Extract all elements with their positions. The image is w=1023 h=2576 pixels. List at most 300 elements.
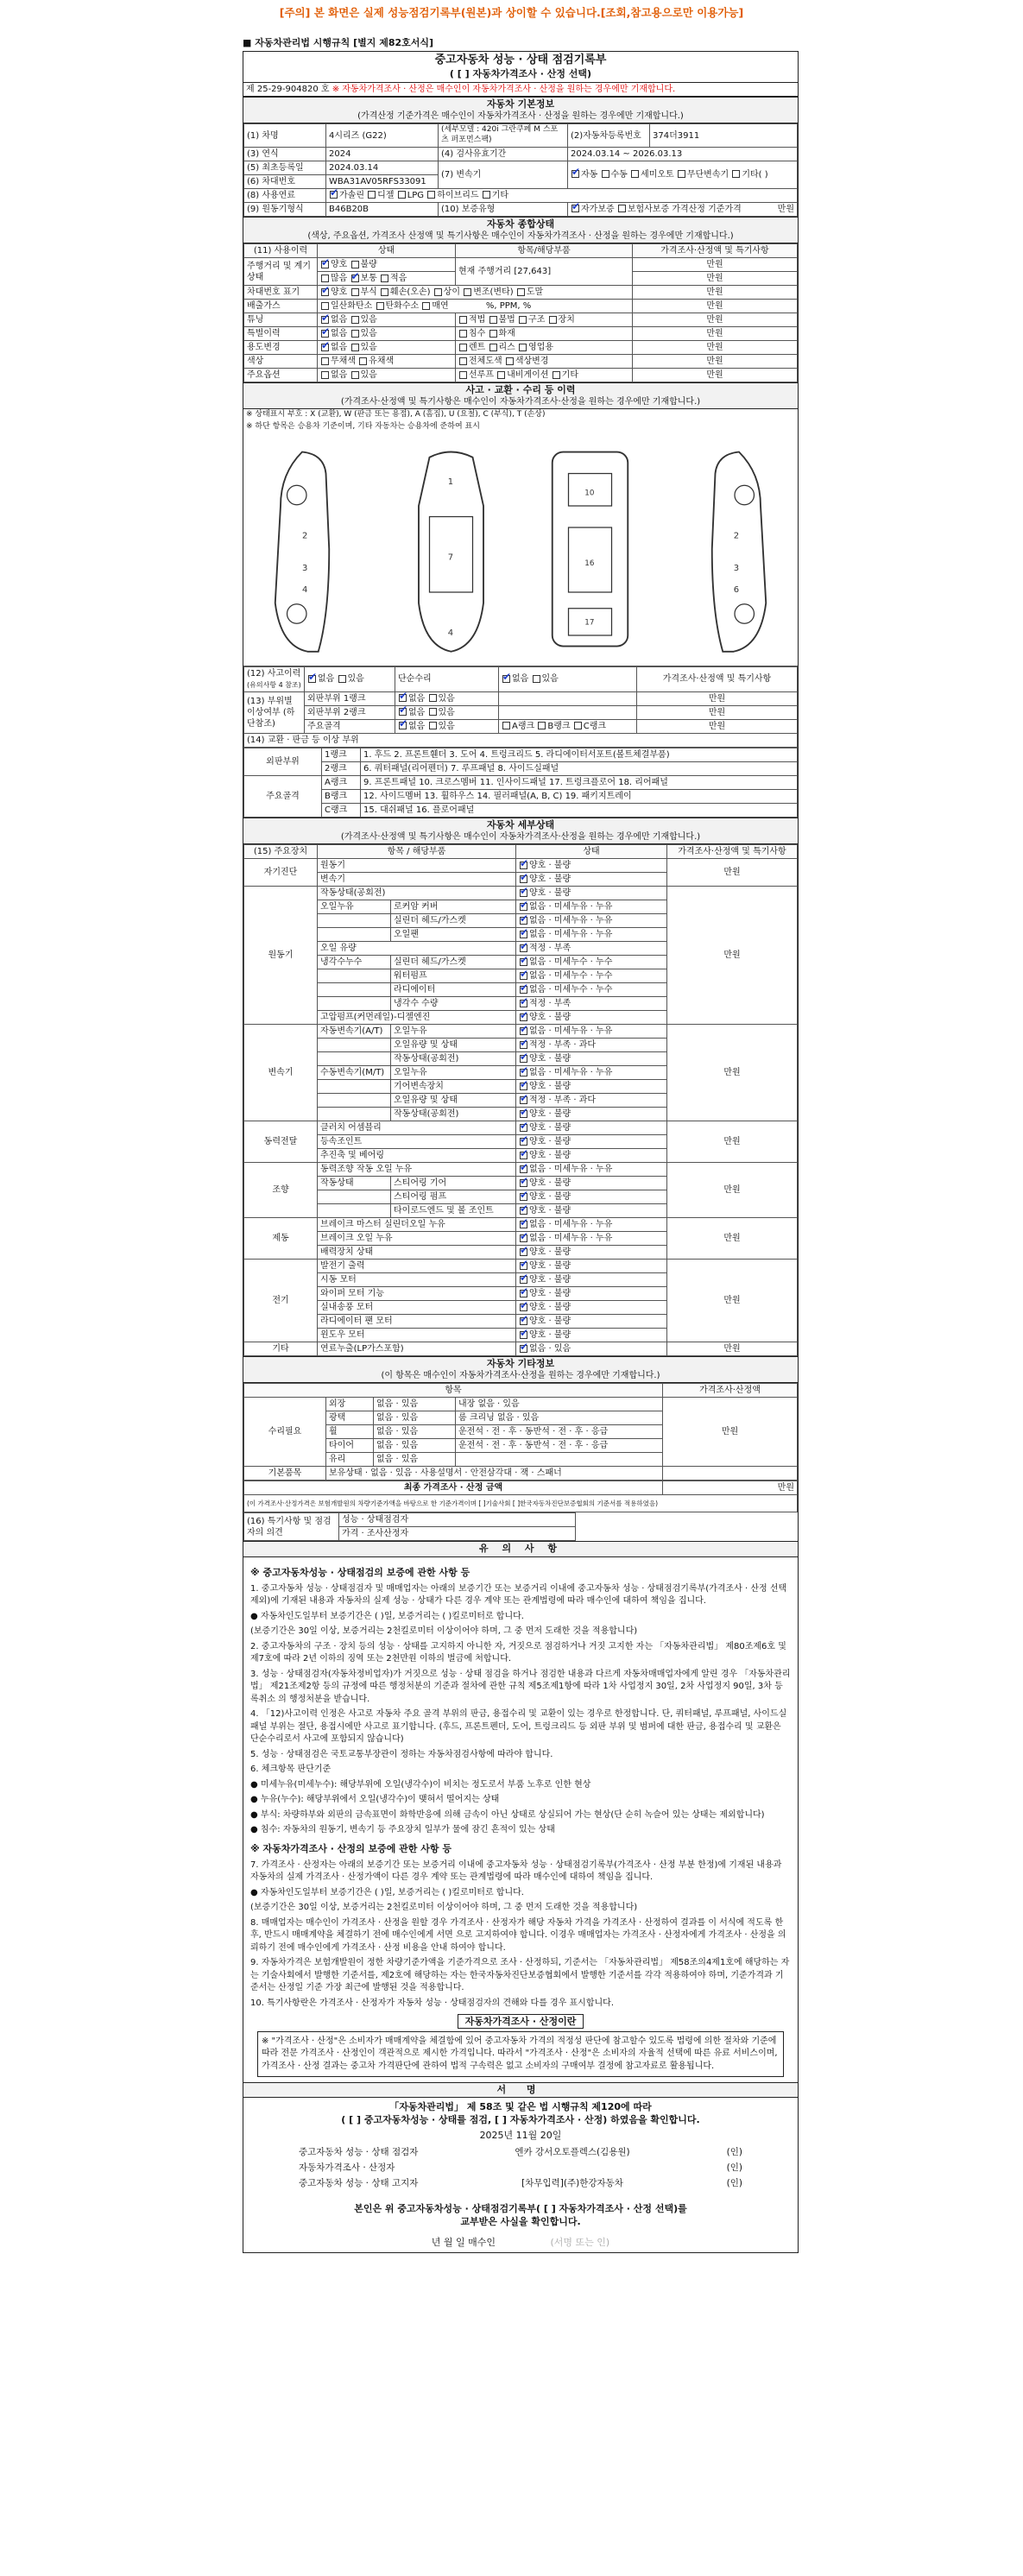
detail-row — [244, 1163, 798, 1177]
opt: 있음 — [347, 674, 364, 685]
rank-items: 1. 후드 2. 프론트휀더 3. 도어 4. 트렁크리드 5. 라디에이터서포트(볼트체결부품) — [361, 748, 798, 761]
caution-p: ● 부식: 차량하부와 외판의 금속표면이 화학반응에 의해 금속이 아닌 상태로 상실되어 가는 현상(단 순히 녹슬어 있는 상태는 제외합니다) — [250, 1809, 765, 1820]
opt: 전체도색 — [469, 357, 502, 367]
tuning-opts2 — [456, 313, 633, 327]
other-val: 없음 · 있음 — [374, 1398, 456, 1411]
caution-p: ● 미세누유(미세누수): 해당부위에 오일(냉각수)이 비치는 정도로서 부품 노후로 인한 현상 — [250, 1779, 591, 1790]
detail-header — [243, 818, 798, 844]
svg-text:3: 3 — [734, 564, 740, 574]
opt: 없음 — [408, 721, 426, 731]
detail-status — [516, 1204, 667, 1218]
checkbox-checked — [520, 1096, 527, 1104]
opt: 있음 — [360, 329, 377, 339]
detail-item — [318, 969, 391, 983]
won-unit: 만원 — [637, 691, 798, 705]
trans-opt: 기타( ) — [742, 169, 768, 180]
detail-item — [318, 1052, 391, 1066]
detail-group: 변속기 — [244, 1025, 318, 1121]
inspection-form — [243, 37, 799, 2253]
model-value: 4시리즈 (G22) — [326, 124, 439, 147]
checkbox-checked — [520, 1152, 527, 1159]
won-unit: 만원 — [667, 1025, 798, 1121]
other-item: 유리 — [326, 1453, 374, 1467]
checkbox-checked — [520, 1317, 527, 1325]
svg-text:4: 4 — [301, 585, 308, 596]
opt: 변조(변타) — [473, 287, 514, 298]
cert-warning: ※ 자동차가격조사 · 산정은 매수인이 자동차가격조사 · 산정을 원하는 경우에만 기재합니다. — [332, 85, 676, 95]
detail-model: (세부모델 : 420i 그란쿠페 M 스포츠 퍼포먼스팩) — [439, 124, 568, 147]
detail-item: 윈도우 모터 — [318, 1329, 516, 1342]
opt: 리스 — [498, 343, 515, 353]
detail-item: 수동변속기(M/T) — [318, 1066, 391, 1080]
detail-status — [516, 928, 667, 942]
emission-label: 배출가스 — [244, 300, 318, 313]
detail-item: 시동 모터 — [318, 1273, 516, 1287]
opt: 없음 — [408, 707, 426, 717]
checkbox — [368, 191, 376, 199]
accident-sub: (가격조사·산정액 및 특기사항은 매수인이 자동차가격조사·산정을 원하는 경우에만 기재합니다.) — [340, 397, 701, 407]
checkbox-checked — [520, 1345, 527, 1353]
caution-p: 1. 중고자동차 성능 · 상태점검자 및 매매업자는 아래의 보증기간 또는 보증거리 이내에 중고자동차 성능 · 상태점검기록부(가격조사 · 산정 선택 제외)에 기재된 내용과 자동차의 실제 성능 · 상태가 다른 경우 계약 또는 관계법령에 따라 매수인에 대하여 책임을 집니다. — [250, 1583, 787, 1607]
detail-status — [516, 1287, 667, 1301]
detail-part: 로커암 커버 — [391, 900, 516, 914]
checkbox-checked — [308, 675, 316, 683]
parts-table — [243, 748, 798, 818]
svg-text:7: 7 — [448, 552, 454, 563]
checkbox-checked — [520, 1083, 527, 1090]
exch-label: (14) 교환 · 판금 등 이상 부위 — [244, 733, 798, 747]
detail-table — [243, 844, 798, 1356]
detail-status — [516, 969, 667, 983]
status-text: 양호 · 불량 — [529, 861, 571, 871]
detail-status — [516, 1177, 667, 1190]
car-diagram — [243, 433, 798, 666]
status-text: 양호 · 불량 — [529, 1275, 571, 1285]
history-opts2 — [456, 327, 633, 341]
detail-row — [244, 1121, 798, 1135]
empty — [663, 1467, 798, 1481]
fuel-opt: 디젤 — [377, 190, 395, 200]
detail-item: 브레이크 오일 누유 — [318, 1232, 516, 1246]
cert-number-row — [243, 83, 798, 97]
rank-items: 6. 쿼터패널(리어펜더) 7. 루프패널 8. 사이드실패널 — [361, 761, 798, 775]
option-opts — [318, 369, 456, 382]
mileage-status — [318, 258, 456, 272]
special-table — [243, 1512, 576, 1541]
checkbox-checked — [520, 931, 527, 938]
history-label: 특별이력 — [244, 327, 318, 341]
opt: 있음 — [360, 315, 377, 325]
won-unit: 만원 — [663, 1481, 798, 1495]
usage-opts2 — [456, 341, 633, 355]
opt: 양호 — [331, 287, 348, 298]
opt: 없음 — [331, 315, 348, 325]
option-label: 주요옵션 — [244, 369, 318, 382]
trans-label: (7) 변속기 — [439, 161, 568, 188]
checkbox-checked — [520, 1193, 527, 1201]
col-header: 상태 — [318, 244, 456, 258]
checkbox — [429, 722, 437, 729]
won-unit: 만원 — [667, 1260, 798, 1342]
other-sub: (이 항목은 매수인이 자동차가격조사·산정을 원하는 경우에만 기재합니다.) — [381, 1371, 660, 1381]
sig-role: 중고자동차 성능 · 상태 점검자 — [299, 2147, 419, 2158]
outer-row-label: 주요골격 — [305, 719, 395, 733]
checkbox-checked — [571, 205, 579, 212]
checkbox — [459, 371, 467, 379]
detail-status — [516, 1052, 667, 1066]
checkbox — [381, 275, 388, 282]
status-text: 양호 · 불량 — [529, 874, 571, 885]
checkbox — [321, 357, 329, 365]
disclaimer-notice: [주의] 본 화면은 실제 성능점검기록부(원본)과 상이할 수 있습니다.[조회,참고용으로만 이용가능] — [279, 6, 744, 19]
detail-item: 실내송풍 모터 — [318, 1301, 516, 1315]
checkbox-checked — [520, 875, 527, 883]
won-unit: 만원 — [633, 300, 798, 313]
opt: 없음 — [408, 693, 426, 704]
price-basis-label: 가격산정 기준가격 — [672, 204, 742, 214]
law-reference: ■ 자동차관리법 시행규칙 [별지 제82호서식] — [243, 37, 434, 48]
special-label: (16) 특기사항 및 점검자의 의견 — [244, 1513, 339, 1541]
checkbox — [506, 357, 514, 365]
summary-table — [243, 243, 798, 382]
checkbox — [381, 288, 388, 296]
caution-p: 2. 중고자동차의 구조 · 장치 등의 성능 · 상태를 고지하지 아니한 자, 거짓으로 점검하거나 거짓 고지한 자는 「자동차관리법」 제80조제6호 및 제7호에 따라 2년 이하의 징역 또는 2천만원 이하의 벌금에 처합니다. — [250, 1641, 786, 1664]
vin-mark-label: 차대번호 표기 — [244, 286, 318, 300]
detail-status — [516, 900, 667, 914]
vin-value: WBA31AV05RFS33091 — [326, 174, 439, 188]
detail-item — [318, 997, 391, 1011]
sig-seal: (인) — [726, 2162, 742, 2173]
checkbox-checked — [520, 1262, 527, 1270]
col-header: 항목 — [244, 1384, 663, 1398]
detail-part: 작동상태(공회전) — [391, 1108, 516, 1121]
checkbox — [618, 205, 626, 212]
usage-opts — [318, 341, 456, 355]
car-side-right-icon — [674, 441, 782, 657]
opt: 렌트 — [469, 343, 486, 353]
opt: 불법 — [498, 315, 515, 325]
won-unit: 만원 — [667, 1163, 798, 1218]
engine-value: B46B20B — [326, 202, 439, 216]
sig-row — [247, 2161, 794, 2176]
detail-status — [516, 1342, 667, 1356]
checkbox-checked — [520, 1013, 527, 1021]
detail-row — [244, 1260, 798, 1273]
tuning-opts — [318, 313, 456, 327]
warranty-cell — [439, 202, 568, 216]
detail-status — [516, 1315, 667, 1329]
checkbox — [398, 191, 406, 199]
detail-item: 고압펌프(커먼레일)-디젤엔진 — [318, 1011, 516, 1025]
sign-confirm: 본인은 위 중고자동차성능 · 상태점검기록부( [ ] 자동차가격조사 · 산정 선택)를 — [354, 2203, 687, 2215]
opt: 탄화수소 — [385, 301, 420, 312]
detail-status — [516, 1025, 667, 1039]
form-title — [243, 52, 798, 83]
detail-part: 작동상태(공회전) — [391, 1052, 516, 1066]
form-title-text: 중고자동차 성능 · 상태 점검기록부 — [434, 54, 607, 66]
rank-items: 12. 사이드멤버 13. 휠하우스 14. 필러패널(A, B, C) 19. 패키지트레이 — [361, 789, 798, 803]
fuel-opt: 가솔린 — [339, 190, 364, 200]
checkbox — [321, 275, 329, 282]
detail-part: 냉각수 수량 — [391, 997, 516, 1011]
checkbox — [489, 316, 497, 324]
vin-label: (6) 차대번호 — [244, 174, 326, 188]
checkbox-checked — [520, 1248, 527, 1256]
rank-label: 1랭크 — [322, 748, 361, 761]
option-opts2 — [456, 369, 633, 382]
col-header: 가격조사·산정액 및 특기사항 — [667, 845, 798, 859]
status-text: 없음 · 미세누유 · 누유 — [529, 1220, 613, 1230]
detail-item: 자동변속기(A/T) — [318, 1025, 391, 1039]
col-header: (11) 사용이력 — [244, 244, 318, 258]
checkbox-checked — [351, 275, 359, 282]
detail-item: 동력조향 작동 오일 누유 — [318, 1163, 516, 1177]
sign-law: 「자동차관리법」 제 58조 및 같은 법 시행규칙 제120에 따라 — [389, 2101, 652, 2113]
detail-part: 오일유량 및 상태 — [391, 1039, 516, 1052]
status-text: 없음 · 미세누유 · 누유 — [529, 1068, 613, 1078]
checkbox-checked — [502, 675, 510, 683]
buyer-seal: (서명 또는 인) — [550, 2236, 610, 2248]
checkbox — [517, 288, 525, 296]
checkbox — [464, 288, 471, 296]
buyer-date: 년 월 일 매수인 — [431, 2236, 496, 2248]
valid-value: 2024.03.14 ~ 2026.03.13 — [568, 147, 798, 161]
detail-status — [516, 1108, 667, 1121]
caution-p: 3. 성능 · 상태점검자(자동차정비업자)가 거짓으로 성능 · 상태 점검을 하거나 점검한 내용과 다르게 자동차매매업자에게 알린 경우 「자동차관리법」 제21조제2항 등의 규정에 따른 행정처분의 기준과 절차에 관한 규칙 제5조제1항에 따라 1차 사업정지 30일, 2차 사업정지 90일, 3차 등록취소 의 행정처분을 받습니다. — [250, 1669, 791, 1704]
fuel-label: (8) 사용연료 — [244, 188, 326, 202]
checkbox — [351, 344, 359, 351]
opt: 없음 — [318, 674, 335, 685]
checkbox-checked — [520, 1000, 527, 1007]
detail-status — [516, 997, 667, 1011]
opt: A랭크 — [512, 721, 535, 731]
checkbox — [351, 288, 359, 296]
other-item: 휠 — [326, 1425, 374, 1439]
checkbox — [519, 316, 527, 324]
checkbox-checked — [520, 1234, 527, 1242]
checkbox-checked — [520, 972, 527, 980]
col-header: 가격조사·산정액 및 특기사항 — [633, 244, 798, 258]
detail-status — [516, 1329, 667, 1342]
warranty-label: (10) 보증유형 — [441, 204, 496, 214]
detail-item: 등속조인트 — [318, 1135, 516, 1149]
summary-title: 자동차 종합상태 — [486, 218, 555, 230]
checkbox — [553, 371, 560, 379]
col-header: 상태 — [516, 845, 667, 859]
svg-text:6: 6 — [734, 585, 740, 596]
opt: 매연 — [432, 301, 449, 312]
checkbox — [489, 330, 497, 338]
sign-box — [243, 2098, 798, 2252]
accident-title: 사고 · 교환 · 수리 등 이력 — [465, 384, 576, 396]
opt: 부식 — [360, 287, 377, 298]
status-text: 없음 · 있음 — [529, 1344, 571, 1354]
checkbox-checked — [520, 986, 527, 994]
other-val: 없음 · 있음 — [374, 1439, 456, 1453]
rank-items: 9. 프론트패널 10. 크로스멤버 11. 인사이드패널 17. 트렁크플로어 18. 리어패널 — [361, 775, 798, 789]
fuel-opt: 하이브리드 — [437, 190, 479, 200]
checkbox-checked — [520, 903, 527, 911]
accident-legend2: ※ 하단 항목은 승용차 기준이며, 기타 자동차는 승용차에 준하여 표시 — [246, 422, 480, 432]
mileage-label: 주행거리 및 계기상태 — [244, 258, 318, 286]
detail-row — [244, 1218, 798, 1232]
year-label: (3) 연식 — [244, 147, 326, 161]
other-val: 없음 · 있음 — [374, 1425, 456, 1439]
other-extra — [456, 1398, 663, 1411]
detail-item: 발전기 출력 — [318, 1260, 516, 1273]
checkbox — [321, 371, 329, 379]
caution-body — [243, 1557, 798, 2082]
rank-label: B랭크 — [322, 789, 361, 803]
sig-role: 중고자동차 성능 · 상태 고지자 — [299, 2177, 419, 2188]
detail-group: 조향 — [244, 1163, 318, 1218]
fuel-options — [326, 188, 798, 202]
checkbox-checked — [520, 958, 527, 966]
detail-status — [516, 1011, 667, 1025]
simple-label: 단순수리 — [395, 666, 499, 691]
checkbox — [351, 330, 359, 338]
detail-item: 오일누유 — [318, 900, 391, 914]
trans-opt: 세미오토 — [641, 169, 674, 180]
opt: 있음 — [438, 707, 455, 717]
other-header — [243, 1356, 798, 1383]
fuel-opt: LPG — [407, 190, 425, 200]
status-text: 양호 · 불량 — [529, 1082, 571, 1092]
opt: 불량 — [360, 260, 377, 270]
caution-p: ● 침수: 자동차의 원동기, 변속기 등 주요장치 일부가 물에 잠긴 흔적이 있는 상태 — [250, 1825, 555, 1835]
checkbox-checked — [520, 1276, 527, 1284]
checkbox-checked — [520, 1304, 527, 1311]
special-row: 성능 · 상태점검자 — [339, 1513, 576, 1527]
opt: 없음 — [331, 329, 348, 339]
opt: 선루프 — [469, 370, 494, 381]
detail-item — [318, 1108, 391, 1121]
other-extra — [456, 1453, 663, 1467]
cert-number: 제 25-29-904820 호 — [246, 85, 330, 95]
detail-item: 연료누출(LP가스포함) — [318, 1342, 516, 1356]
basic-info-title: 자동차 기본정보 — [486, 98, 555, 110]
detail-status — [516, 1190, 667, 1204]
won-unit: 만원 — [633, 327, 798, 341]
detail-item — [318, 1190, 391, 1204]
trans-opt: 자동 — [581, 169, 598, 180]
checkbox-checked — [520, 1290, 527, 1297]
caution-p: 6. 체크항목 판단기준 — [250, 1765, 332, 1775]
detail-item: 배력장치 상태 — [318, 1246, 516, 1260]
other-val: 없음 · 있음 — [374, 1453, 456, 1467]
detail-status — [516, 1163, 667, 1177]
status-text: 양호 · 불량 — [529, 1247, 571, 1258]
other-item2: 내장 — [458, 1399, 476, 1410]
simple-opts — [499, 666, 637, 691]
rank-opts — [499, 719, 637, 733]
status-text: 없음 · 미세누유 · 누유 — [529, 902, 613, 912]
regno-value: 374더3911 — [650, 124, 798, 147]
tuning-label: 튜닝 — [244, 313, 318, 327]
status-text: 양호 · 불량 — [529, 1303, 571, 1313]
regno-label: (2)자동차등록번호 — [568, 124, 650, 147]
opt: 구조 — [528, 315, 546, 325]
won-unit: 만원 — [633, 355, 798, 369]
checkbox-checked — [520, 1221, 527, 1228]
car-side-left-icon — [259, 441, 367, 657]
checkbox-checked — [321, 261, 329, 268]
rank-items: 15. 대쉬패널 16. 플로어패널 — [361, 803, 798, 817]
rank-label: A랭크 — [322, 775, 361, 789]
detail-part: 워터펌프 — [391, 969, 516, 983]
status-text: 적정 · 부족 — [529, 944, 571, 954]
emission-options — [318, 300, 633, 313]
status-text: 양호 · 불량 — [529, 888, 571, 899]
svg-text:17: 17 — [584, 618, 595, 628]
won-unit: 만원 — [633, 313, 798, 327]
status-text: 없음 · 미세누유 · 누유 — [529, 916, 613, 926]
opt: 상이 — [443, 287, 460, 298]
special-row: 가격 · 조사산정자 — [339, 1527, 576, 1541]
won-unit: 만원 — [633, 369, 798, 382]
detail-row — [244, 1342, 798, 1356]
detail-status — [516, 873, 667, 887]
opt: 있음 — [438, 693, 455, 704]
checkbox — [434, 288, 442, 296]
checkbox-checked — [520, 1179, 527, 1187]
detail-part: 오일누유 — [391, 1066, 516, 1080]
sig-name: 엔카 강서오토플렉스(김용원) — [515, 2147, 630, 2158]
form-subtitle: ( [ ] 자동차가격조사 · 산정 선택) — [449, 67, 592, 79]
checkbox-checked — [321, 330, 329, 338]
status-text: 없음 · 미세누수 · 누수 — [529, 985, 613, 995]
caution-p: 9. 자동차가격은 보험개발원이 정한 차량기준가액을 기준가격으로 조사 · 산정하되, 기준서는 「자동차관리법」 제58조의4제1호에 해당하는 자는 기술사회에서 발행한 기준서를, 제2호에 해당하는 자는 한국자동차진단보증협회에서 발행한 기준서를 각각 적용하여야 하며, 기준가격과 기준서는 산정일 기준 가장 최근에 발행된 것을 적용합니다. — [250, 1958, 790, 1993]
status-text: 양호 · 불량 — [529, 1330, 571, 1341]
checkbox — [459, 316, 467, 324]
final-label: 최종 가격조사 · 산정 금액 — [244, 1481, 663, 1495]
checkbox — [351, 261, 359, 268]
year-value: 2024 — [326, 147, 439, 161]
checkbox-checked — [520, 1331, 527, 1339]
checkbox — [359, 357, 367, 365]
caution-p: 10. 특기사항란은 가격조사 · 산정자가 자동차 성능 · 상태점검자의 견해와 다를 경우 표시합니다. — [250, 1998, 615, 2008]
caution-p: 5. 성능 · 상태점검은 국토교통부장관이 정하는 자동차점검사항에 따라야 합니다. — [250, 1749, 553, 1759]
other-item: 타이어 — [326, 1439, 374, 1453]
detail-status — [516, 859, 667, 873]
detail-status — [516, 1066, 667, 1080]
checkbox — [459, 357, 467, 365]
caution-p: ● 자동차인도일부터 보증기간은 ( )일, 보증거리는 ( )킬로미터로 합니다. — [250, 1887, 524, 1897]
detail-row — [244, 1025, 798, 1039]
checkbox — [678, 170, 685, 178]
detail-part: 오일누유 — [391, 1025, 516, 1039]
checkbox-checked — [399, 694, 407, 702]
caution-p: ● 자동차인도일부터 보증기간은 ( )일, 보증거리는 ( )킬로미터로 합니다. — [250, 1611, 524, 1621]
opt: 기타 — [561, 370, 578, 381]
detail-group: 제동 — [244, 1218, 318, 1260]
detail-item: 작동상태(공회전) — [318, 887, 516, 900]
opt: 일산화탄소 — [331, 301, 373, 312]
detail-part: 실린더 헤드/가스켓 — [391, 914, 516, 928]
trans-opt: 수동 — [610, 169, 628, 180]
won-unit: 만원 — [637, 705, 798, 719]
detail-status — [516, 1135, 667, 1149]
checkbox — [489, 344, 497, 351]
sig-row — [247, 2176, 794, 2192]
checkbox — [429, 694, 437, 702]
trans-opt: 무단변속기 — [686, 169, 729, 180]
checkbox-checked — [321, 344, 329, 351]
opt: 보통 — [360, 274, 377, 284]
won-unit: 만원 — [663, 1398, 798, 1467]
opt: 영업용 — [528, 343, 554, 353]
other-title: 자동차 기타정보 — [486, 1358, 555, 1370]
